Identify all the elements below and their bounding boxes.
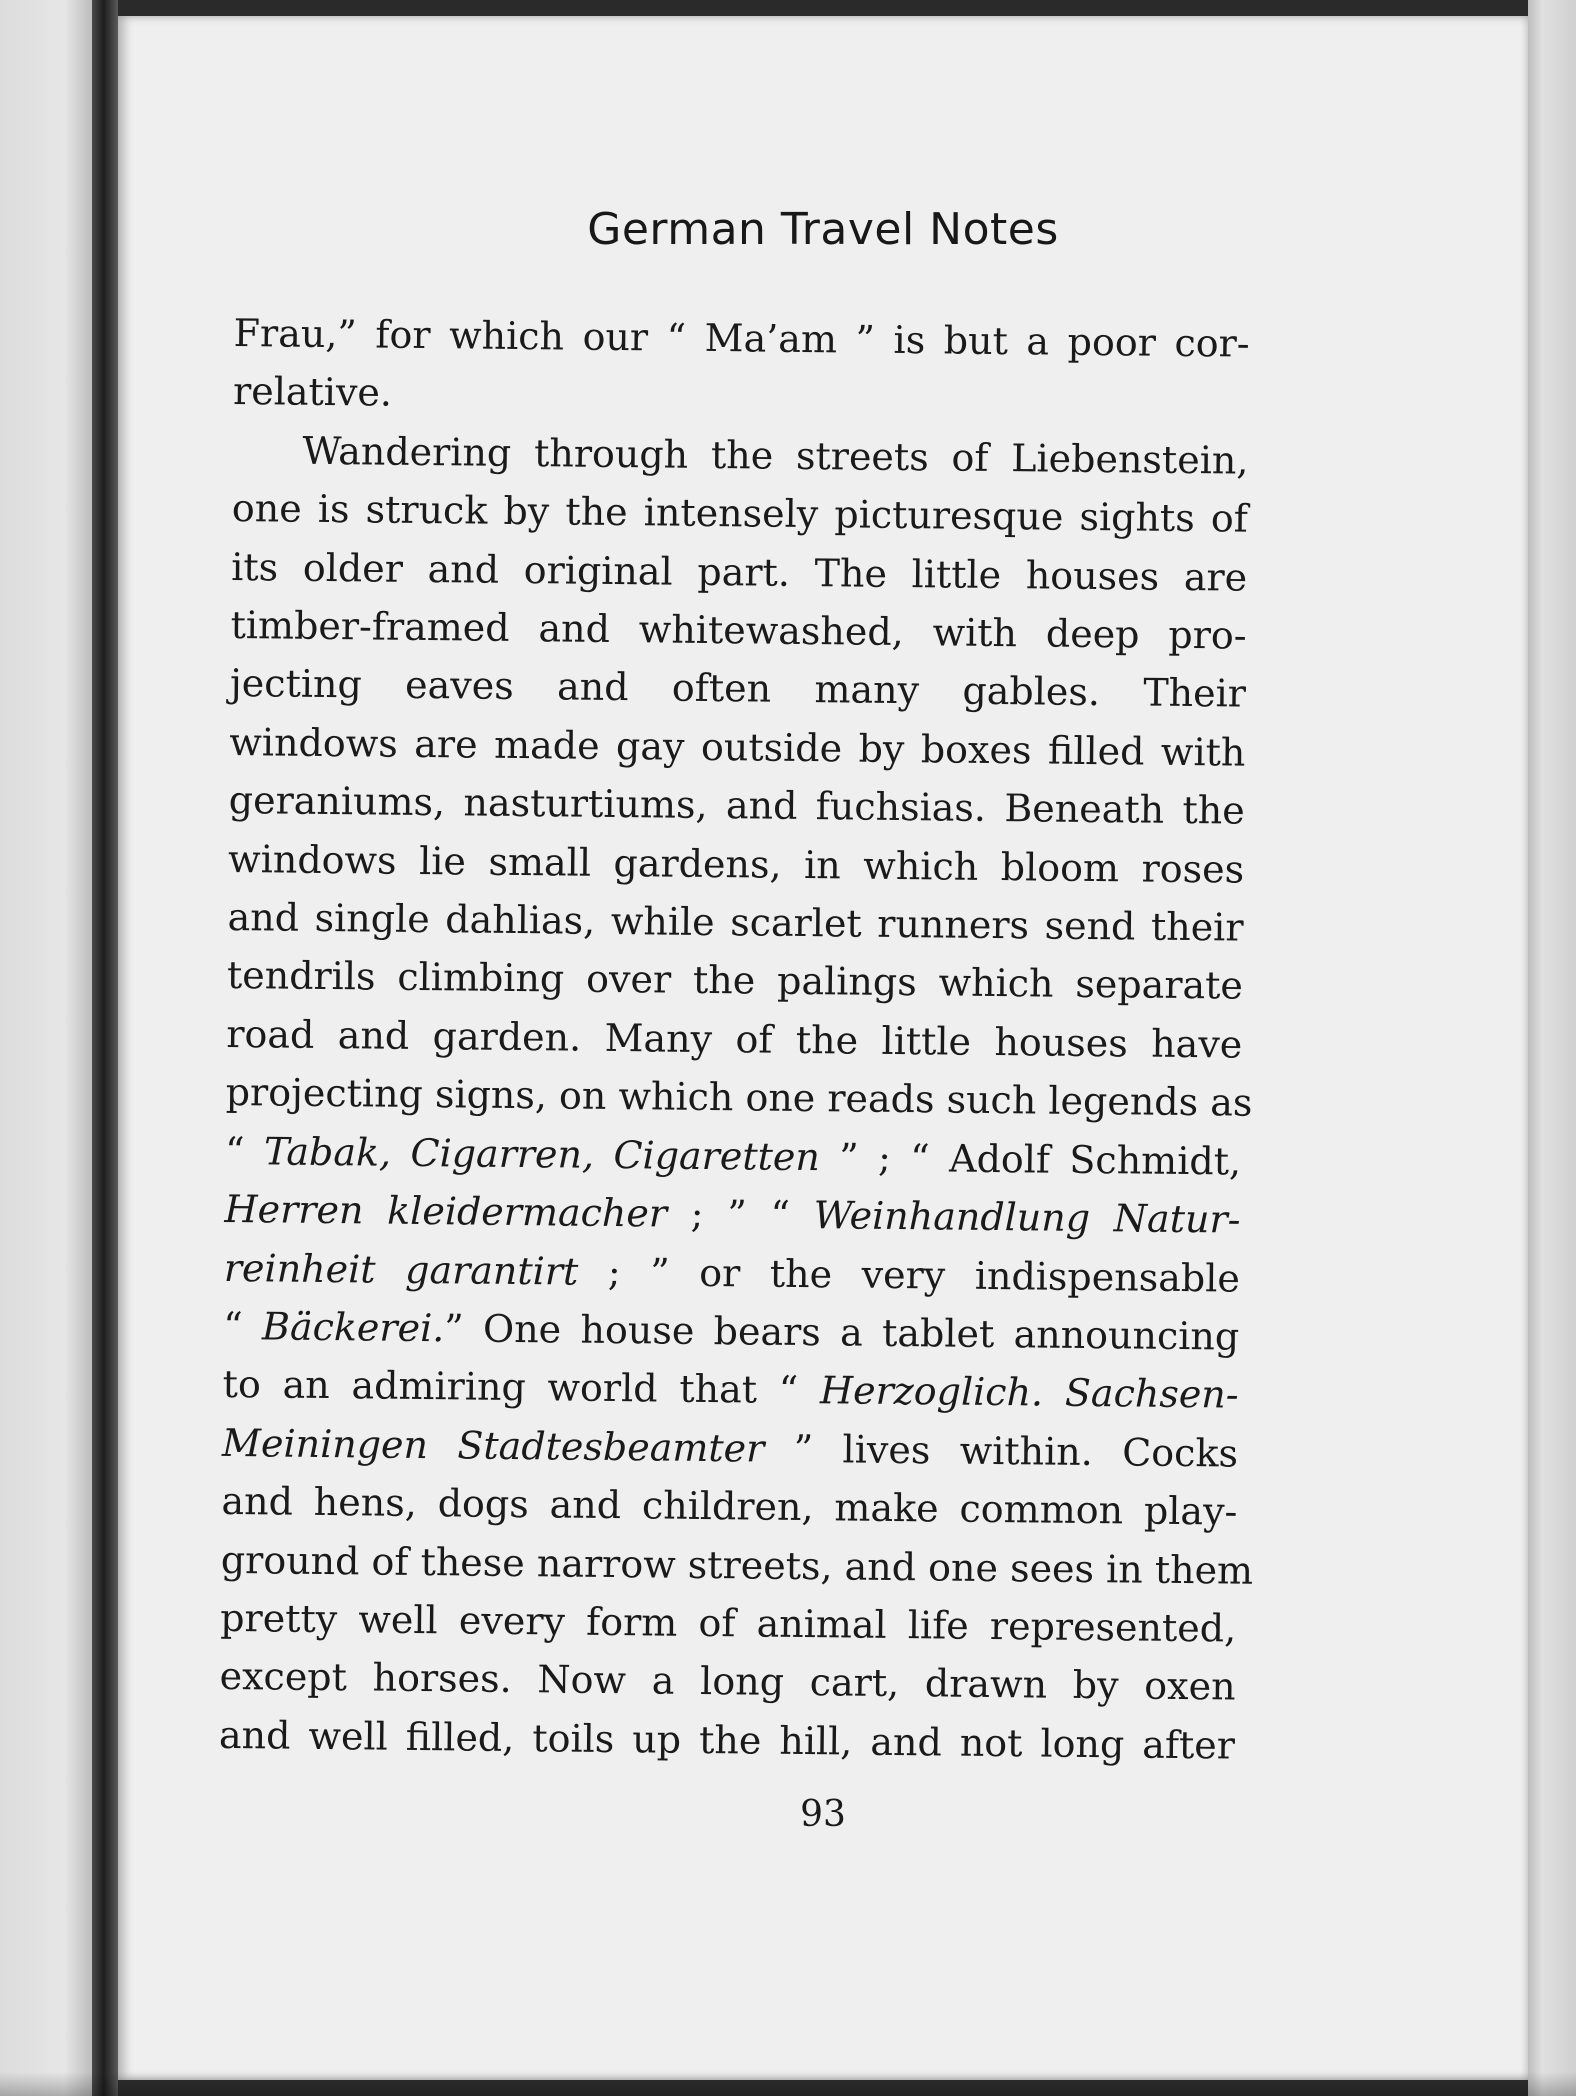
italic-sign-legend: Meiningen Stadtesbeamter xyxy=(221,1420,765,1471)
text-line: jecting eaves and often many gables. Their xyxy=(229,661,1247,717)
italic-sign-legend: Herren kleidermacher xyxy=(224,1187,668,1236)
text-line-italic-legend: to an admiring world that “ Herzoglich. Sachsen- xyxy=(222,1362,1239,1417)
text-line-italic-legend: “ Tabak, Cigarren, Cigaretten ” ; “ Adolf Schmidt, xyxy=(224,1128,1242,1184)
text-line: ground of these narrow streets, and one sees in them xyxy=(220,1537,1254,1593)
text-line-italic-legend: reinheit garantirt ; ” or the very indispensable xyxy=(223,1245,1241,1301)
text-line: timber-framed and whitewashed, with deep pro- xyxy=(230,603,1247,658)
text-line-italic-legend: Meiningen Stadtesbeamter ” lives within. Cocks xyxy=(221,1420,1239,1476)
text-line: and hens, dogs and children, make common play- xyxy=(221,1479,1238,1534)
book-page xyxy=(118,16,1528,2080)
italic-sign-legend: Weinhandlung Natur- xyxy=(813,1193,1241,1242)
italic-sign-legend: Tabak, Cigarren, Cigaretten xyxy=(263,1129,821,1179)
text-line: and single dahlias, while scarlet runners send their xyxy=(227,895,1244,950)
text-line: its older and original part. The little houses are xyxy=(231,544,1248,600)
text-line: except horses. Now a long cart, drawn by oxen xyxy=(219,1654,1236,1709)
book-gutter xyxy=(92,0,118,2096)
italic-sign-legend: Herzoglich. Sachsen- xyxy=(819,1368,1239,1417)
text-line: pretty well every form of animal life represented, xyxy=(220,1595,1237,1651)
scan-bottom-shadow xyxy=(0,2072,1576,2096)
italic-sign-legend: reinheit garantirt xyxy=(223,1245,579,1294)
text-line: one is struck by the intensely picturesque sights of xyxy=(231,486,1249,541)
body-text xyxy=(218,304,1254,1775)
text-line: and well filled, toils up the hill, and not long after xyxy=(218,1712,1236,1768)
text-line: projecting signs, on which one reads such legends as xyxy=(225,1070,1253,1125)
page-fore-edge xyxy=(1528,0,1576,2096)
text-line: windows lie small gardens, in which bloom roses xyxy=(227,836,1245,892)
text-line: geraniums, nasturtiums, and fuchsias. Beneath the xyxy=(228,778,1245,833)
italic-sign-legend: Bäckerei. xyxy=(261,1304,445,1351)
text-line: Frau,” for which our “ Ma’am ” is but a poor cor- xyxy=(233,310,1250,366)
page-number: 93 xyxy=(800,1794,846,1835)
text-line-italic-legend: Herren kleidermacher ; ” “ Weinhandlung Natur- xyxy=(224,1187,1241,1242)
text-line: Wandering through the streets of Liebenstein, xyxy=(302,428,1249,483)
text-line-italic-legend: “ Bäckerei.” One house bears a tablet announcing xyxy=(223,1303,1240,1359)
text-line: relative. xyxy=(232,369,393,416)
facing-page-edge xyxy=(0,0,92,2096)
text-line: windows are made gay outside by boxes filled with xyxy=(229,719,1246,775)
running-head: German Travel Notes xyxy=(587,204,1059,255)
text-line: tendrils climbing over the palings which separate xyxy=(226,953,1244,1009)
text-line: road and garden. Many of the little houses have xyxy=(226,1011,1243,1067)
